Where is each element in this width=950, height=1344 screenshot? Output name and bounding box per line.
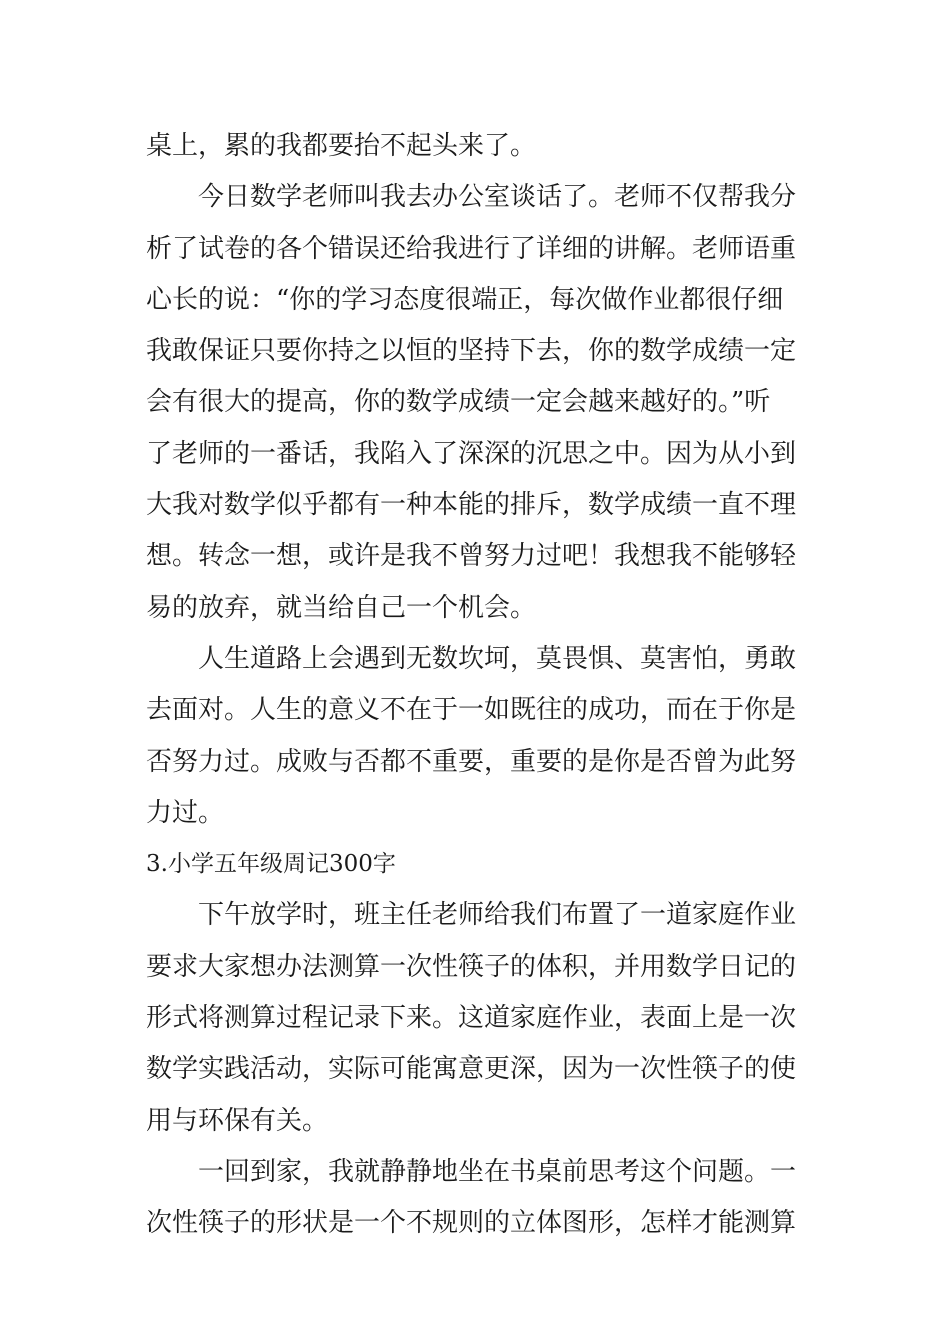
section-heading: 3.小学五年级周记300字 [146,851,396,878]
text-line: 数学实践活动，实际可能寓意更深，因为一次性筷子的使 [146,1054,797,1085]
text-line: 去面对。人生的意义不在于一如既往的成功，而在于你是 [146,695,797,726]
text-line: 今日数学老师叫我去办公室谈话了。老师不仅帮我分 [198,182,797,213]
paragraph [146,890,810,1146]
text-line: 用与环保有关。 [146,1105,329,1136]
paragraph [146,1147,810,1250]
text-line: 析了试卷的各个错误还给我进行了详细的讲解。老师语重 [146,233,797,264]
text-line: 要求大家想办法测算一次性筷子的体积，并用数学日记的 [146,951,797,982]
text-line: 想。转念一想，或许是我不曾努力过吧！我想我不能够轻 [146,541,797,572]
text-line: 大我对数学似乎都有一种本能的排斥，数学成绩一直不理 [146,490,797,521]
document-body [146,121,810,1250]
text-line: 心长的说：“你的学习态度很端正，每次做作业都很仔细 [146,284,784,315]
text-line: 人生道路上会遇到无数坎坷，莫畏惧、莫害怕，勇敢 [198,643,797,674]
text-line: 桌上，累的我都要抬不起头来了。 [146,131,537,161]
text-line: 我敢保证只要你持之以恒的坚持下去，你的数学成绩一定 [146,336,797,367]
text-line: 形式将测算过程记录下来。这道家庭作业，表面上是一次 [146,1003,797,1034]
text-line: 次性筷子的形状是一个不规则的立体图形，怎样才能测算 [146,1208,797,1239]
text-line: 力过。 [146,797,225,828]
text-line: 一回到家，我就静静地坐在书桌前思考这个问题。一 [198,1156,797,1187]
paragraph [146,634,810,839]
text-line: 易的放弃，就当给自己一个机会。 [146,592,537,623]
paragraph [146,121,810,172]
paragraph [146,172,810,634]
text-line: 下午放学时，班主任老师给我们布置了一道家庭作业 [198,900,797,931]
text-line: 会有很大的提高，你的数学成绩一定会越来越好的。”听 [146,387,771,418]
text-line: 否努力过。成败与否都不重要，重要的是你是否曾为此努 [146,746,797,777]
text-line: 了老师的一番话，我陷入了深深的沉思之中。因为从小到 [146,438,797,469]
